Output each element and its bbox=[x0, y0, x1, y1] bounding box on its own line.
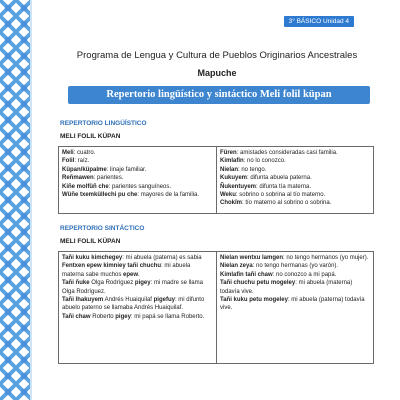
vocab-definition: : tío materno al sobrino o sobrina. bbox=[242, 200, 332, 207]
sentence-translation: : no tengo hermanos (yo mujer). bbox=[283, 255, 369, 261]
vocab-definition: : difunta abuela paterna. bbox=[247, 175, 312, 182]
sentence-translation: Andrés Huaiquilaf bbox=[103, 297, 154, 304]
vocab-entry bbox=[62, 191, 213, 199]
vocab-term: Chokïm bbox=[220, 200, 243, 207]
vocab-term: Kukuyem bbox=[220, 175, 248, 182]
page-title-banner: Repertorio lingüístico y sintáctico Meli folil küpan bbox=[68, 86, 370, 104]
sentence-mapudungun: pigey bbox=[134, 280, 151, 287]
vocab-term: Reñmawen bbox=[62, 175, 94, 182]
decorative-border bbox=[0, 0, 32, 400]
vocab-definition: : difunta tía materna. bbox=[256, 183, 312, 190]
vocab-definition: : mayores de la familia. bbox=[137, 192, 200, 199]
vocab-definition: : raíz. bbox=[74, 158, 90, 165]
sentence-mapudungun: Tañi kuku kimchegey bbox=[62, 255, 123, 261]
sentence-mapudungun: Fentxen epew kimniey tañi chuchu bbox=[62, 263, 162, 270]
vocab-definition: : parientes. bbox=[93, 175, 124, 182]
vocab-definition: : parientes sanguíneos. bbox=[108, 183, 172, 190]
vocab-term: Kimlafin bbox=[220, 158, 244, 165]
vocab-term: Nielan bbox=[220, 166, 239, 173]
sentence-mapudungun: Tañi ñuke bbox=[62, 280, 90, 287]
vocab-term: Küpan/küpalme bbox=[62, 166, 107, 173]
sentence-entry bbox=[220, 262, 370, 270]
vocab-definition: : amistades consideradas casi familia. bbox=[236, 150, 338, 156]
vocab-term: Wüñe txemküllechi pu che bbox=[62, 192, 138, 199]
sentence-translation: : mi abuela (paterna) es sabia bbox=[122, 255, 202, 261]
sentence-mapudungun: pigey bbox=[115, 313, 131, 320]
sentence-mapudungun: pigefuy bbox=[153, 297, 175, 304]
sentence-mapudungun: Tañi lhakuyem bbox=[62, 297, 104, 304]
syntactic-left-column bbox=[59, 252, 216, 363]
vocab-term: Meli bbox=[62, 150, 74, 156]
vocab-definition: : no lo conozco. bbox=[243, 158, 286, 165]
linguistic-table bbox=[58, 146, 374, 214]
vocab-entry bbox=[220, 157, 370, 165]
vocab-entry bbox=[220, 199, 370, 207]
linguistic-left-column bbox=[59, 147, 216, 213]
sentence-mapudungun: Tañi kuku petu mogeley bbox=[220, 297, 288, 304]
vocab-entry bbox=[220, 166, 370, 174]
vocab-term: Weku bbox=[220, 192, 236, 199]
sentence-entry bbox=[62, 262, 213, 279]
vocab-definition: : linaje familiar. bbox=[106, 166, 147, 173]
sentence-translation: : mi abuela (paterna) todavía vive. bbox=[220, 297, 365, 312]
sentence-entry bbox=[220, 271, 370, 279]
linguistic-right-column bbox=[216, 147, 373, 213]
sentence-translation: . bbox=[138, 271, 140, 278]
sentence-translation: : mi abuela (materna) todavía vive. bbox=[220, 280, 353, 295]
sentence-entry bbox=[220, 279, 370, 296]
vocab-entry bbox=[62, 174, 213, 182]
sentence-mapudungun: Nielan zeya bbox=[220, 263, 253, 270]
vocab-entry bbox=[220, 149, 370, 157]
vocab-entry bbox=[220, 183, 370, 191]
sentence-mapudungun: Tañi chuchu petu mogeley bbox=[220, 280, 296, 287]
linguistic-section-title: REPERTORIO LINGÜÍSTICO bbox=[60, 120, 147, 127]
linguistic-subtitle: MELI FOLIL KÜPAN bbox=[60, 133, 121, 140]
sentence-mapudungun: epew bbox=[123, 271, 139, 278]
program-title: Programa de Lengua y Cultura de Pueblos Originarios Ancestrales bbox=[76, 50, 358, 61]
vocab-term: Kiñe molfüñ che bbox=[62, 183, 109, 190]
sentence-entry bbox=[62, 296, 213, 313]
sentence-entry bbox=[62, 279, 213, 296]
vocab-term: Füren bbox=[220, 150, 237, 156]
sentence-entry bbox=[220, 296, 370, 313]
vocab-definition: : cuatro. bbox=[73, 150, 96, 156]
vocab-definition: : sobrino o sobrina al tío materno. bbox=[235, 192, 326, 199]
sentence-mapudungun: Kimlafin tañi chaw bbox=[220, 271, 273, 278]
sentence-translation: : mi madre se llama Olga Rodríguez. bbox=[62, 280, 203, 295]
sentence-translation: : no tengo hermanas (yo varón). bbox=[252, 263, 339, 270]
sentence-mapudungun: Tañi chaw bbox=[62, 313, 91, 320]
sentence-translation: : mi abuela materna sabe muchos bbox=[62, 263, 191, 278]
vocab-term: Ñukentuyem bbox=[220, 183, 257, 190]
syntactic-table bbox=[58, 251, 374, 364]
sentence-translation: : mi papá se llama Roberto. bbox=[130, 313, 205, 320]
sentence-translation: : mi difunto abuelo paterno se llamaba Andrés Huaiquilaf. bbox=[62, 297, 205, 312]
syntactic-section-title: REPERTORIO SINTÁCTICO bbox=[60, 225, 145, 232]
sentence-translation: Olga Rodríguez bbox=[89, 280, 135, 287]
vocab-entry bbox=[62, 157, 213, 165]
sentence-mapudungun: Nielan wentxu lamgen bbox=[220, 255, 284, 261]
unit-badge: 3° BÁSICO Unidad 4 bbox=[284, 16, 354, 27]
sentence-entry bbox=[220, 254, 370, 262]
vocab-entry bbox=[62, 166, 213, 174]
syntactic-right-column bbox=[216, 252, 373, 363]
sentence-translation: Roberto bbox=[90, 313, 116, 320]
vocab-definition: : no tengo. bbox=[238, 166, 267, 173]
vocab-term: Folil bbox=[62, 158, 75, 165]
vocab-entry bbox=[62, 183, 213, 191]
people-title: Mapuche bbox=[197, 68, 237, 78]
vocab-entry bbox=[62, 149, 213, 157]
sentence-translation: : no conozco a mi papá. bbox=[272, 271, 337, 278]
sentence-entry bbox=[62, 254, 213, 262]
vocab-entry bbox=[220, 191, 370, 199]
vocab-entry bbox=[220, 174, 370, 182]
syntactic-subtitle: MELI FOLIL KÜPAN bbox=[60, 238, 121, 245]
sentence-entry bbox=[62, 313, 213, 321]
